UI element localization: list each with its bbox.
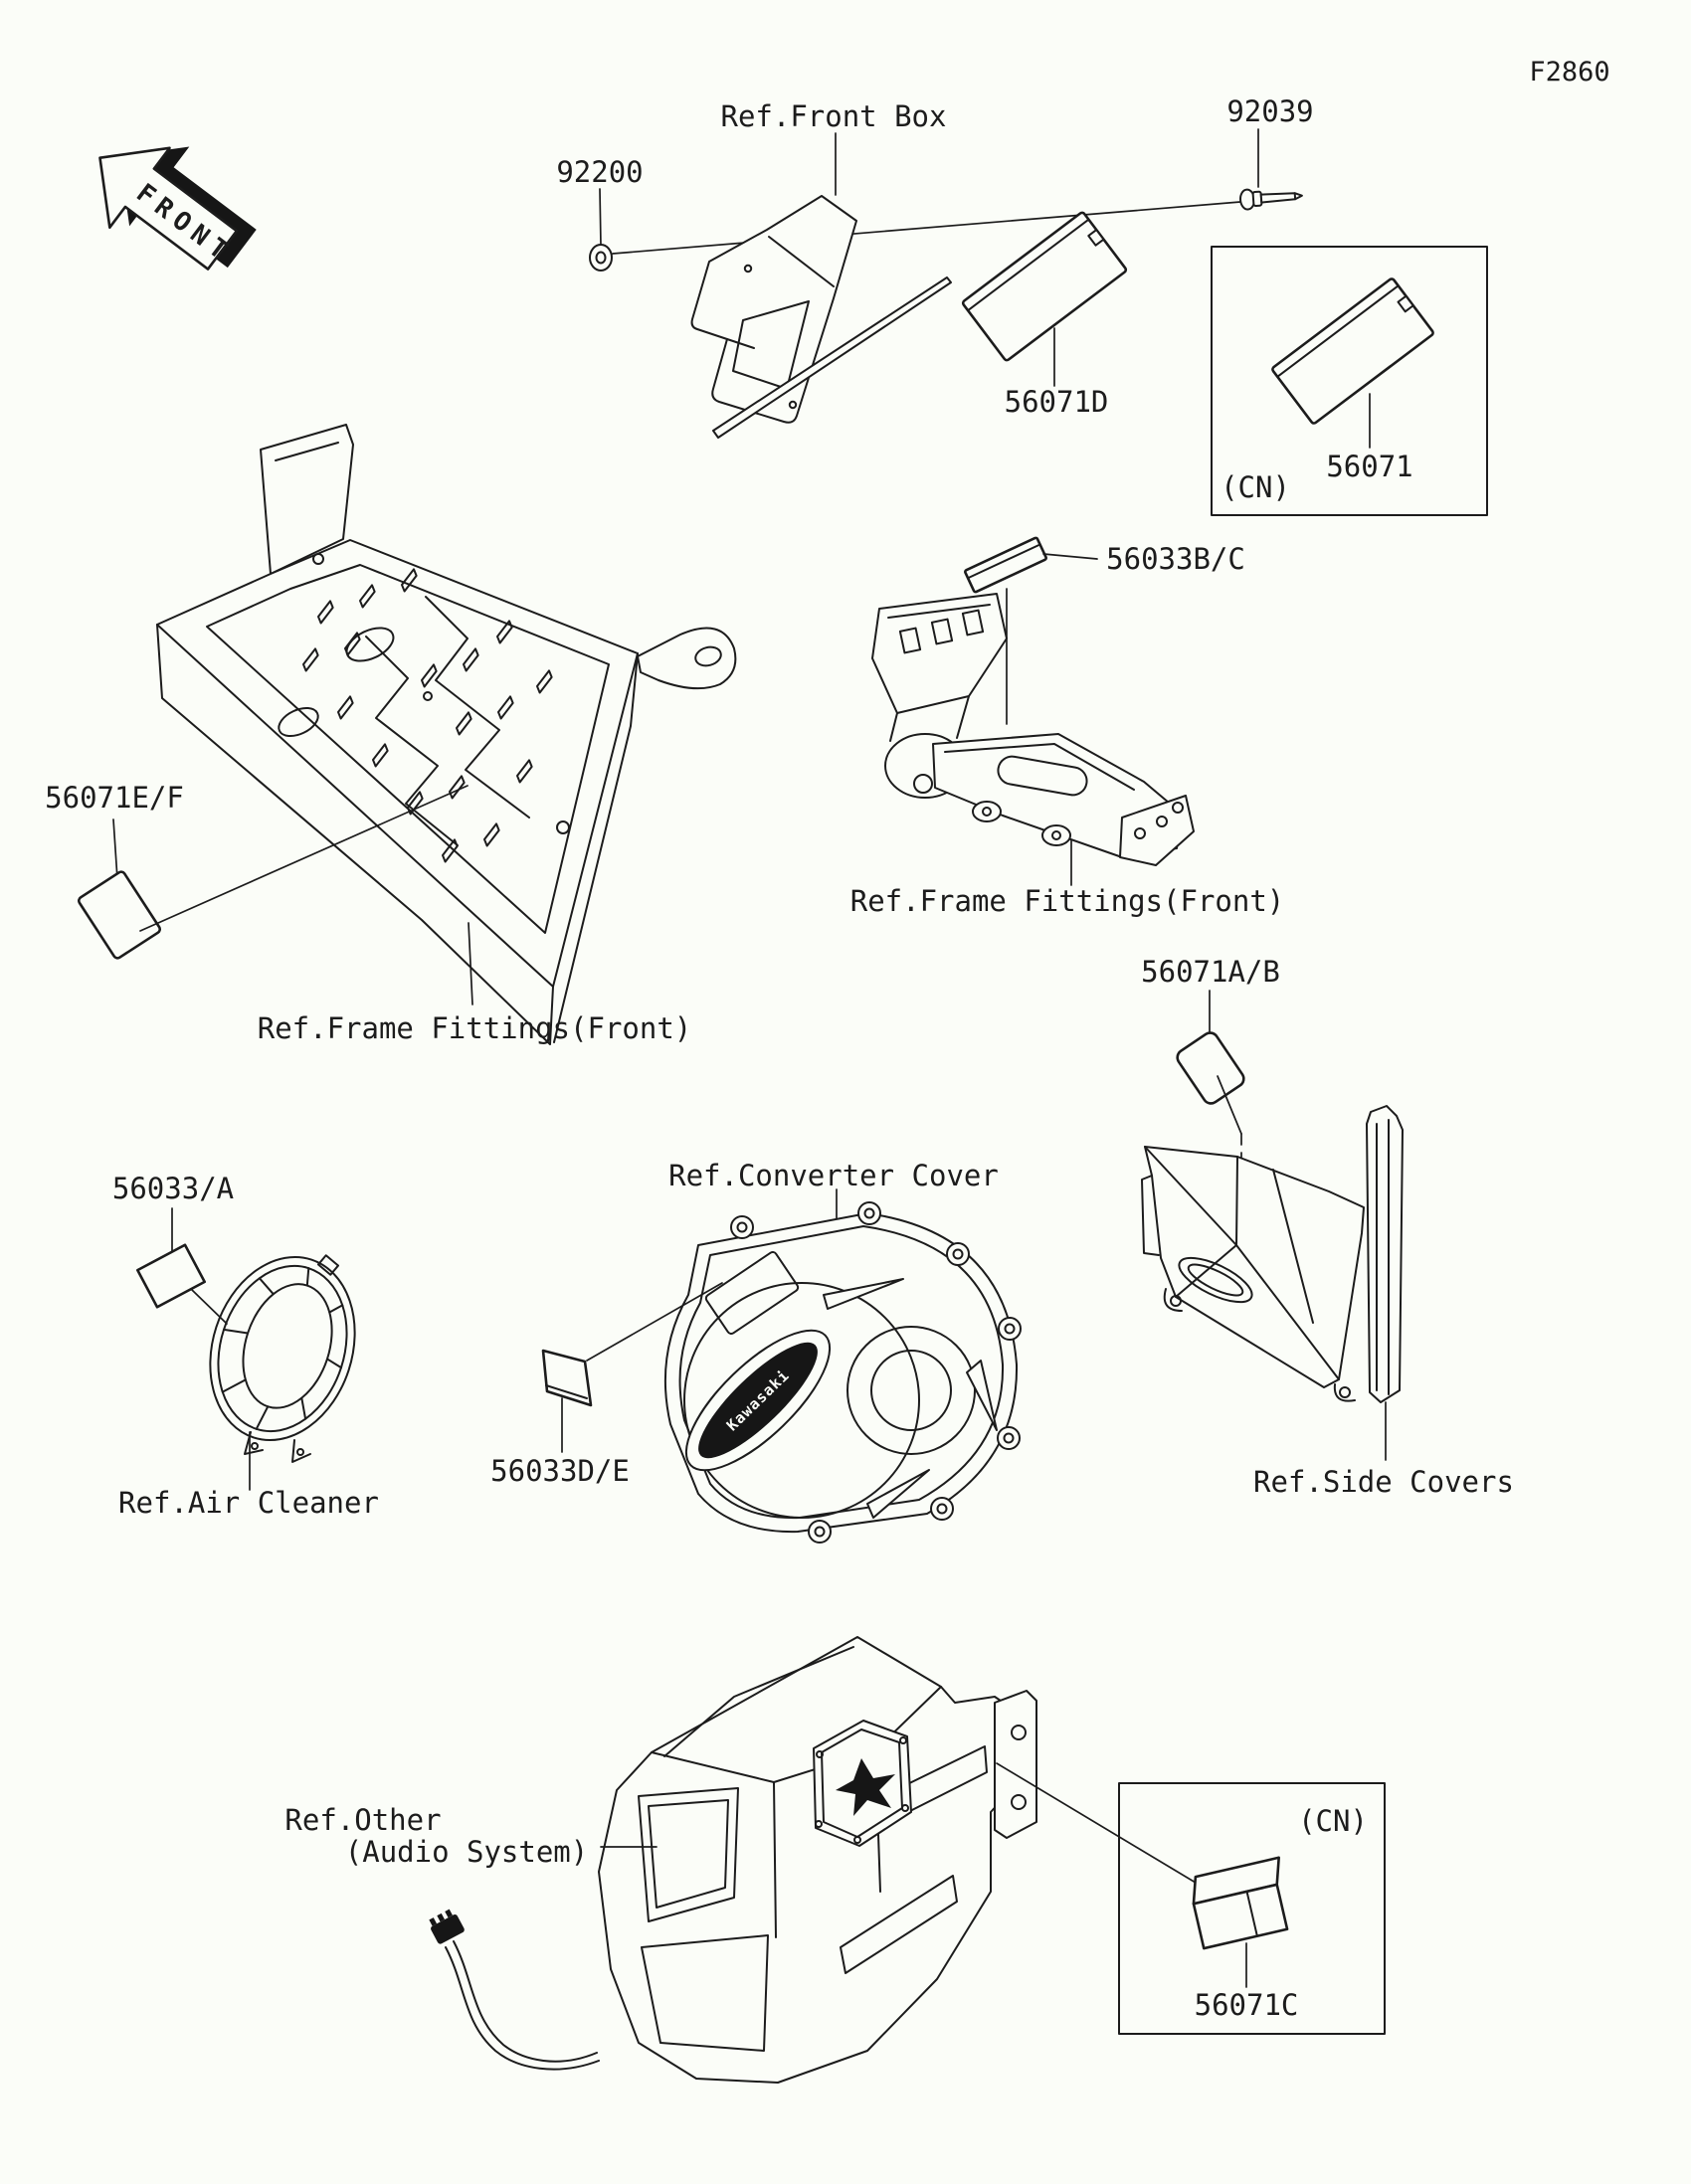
- callout-ref-front-box: Ref.Front Box: [720, 99, 947, 133]
- callout-56033BC: 56033B/C: [1106, 542, 1245, 576]
- callout-56071EF: 56071E/F: [45, 781, 184, 815]
- front-box-part: [692, 133, 951, 438]
- washer-92200-icon: [590, 189, 612, 271]
- frame-fitting-tray-part: [157, 425, 735, 1044]
- callout-ref-other-line2: (Audio System): [344, 1835, 589, 1869]
- decal-56033A: [137, 1208, 227, 1324]
- callout-ref-converter-cover: Ref.Converter Cover: [668, 1159, 999, 1192]
- callout-cn-bottom: (CN): [1298, 1804, 1368, 1838]
- figure-code: F2860: [1529, 57, 1610, 88]
- decal-56071: [1271, 277, 1434, 424]
- side-cover-part: [1142, 1106, 1403, 1460]
- callout-92200: 92200: [556, 155, 644, 189]
- rivet-92039-icon: [1239, 186, 1302, 210]
- audio-cable: [427, 1908, 599, 2070]
- callout-ref-frame-right: Ref.Frame Fittings(Front): [849, 884, 1285, 918]
- front-arrow-label: FRONT: [130, 178, 239, 271]
- callout-56033DE: 56033D/E: [490, 1454, 630, 1488]
- front-direction-arrow: [70, 107, 272, 298]
- callout-92039: 92039: [1226, 94, 1314, 128]
- callout-cn-top: (CN): [1221, 470, 1290, 504]
- callout-ref-other-line1: Ref.Other: [284, 1803, 442, 1837]
- callout-56071D: 56071D: [1004, 385, 1109, 419]
- callout-ref-frame-left: Ref.Frame Fittings(Front): [257, 1011, 692, 1045]
- frame-fitting-right-part: [872, 594, 1194, 885]
- callout-56033A: 56033/A: [111, 1172, 235, 1205]
- kawasaki-badge-label: Kawasaki: [722, 1365, 794, 1435]
- callout-ref-air-cleaner: Ref.Air Cleaner: [118, 1486, 379, 1520]
- callout-56071AB: 56071A/B: [1141, 955, 1280, 989]
- decal-56071D: [962, 212, 1127, 386]
- callout-56071C: 56071C: [1194, 1988, 1299, 2022]
- callout-ref-side-covers: Ref.Side Covers: [1253, 1465, 1514, 1499]
- fastener-axis-line: [613, 202, 1240, 254]
- decal-56071C: [1188, 1858, 1295, 1948]
- converter-cover-part: [665, 1189, 1021, 1543]
- callout-56071: 56071: [1326, 450, 1413, 483]
- air-cleaner-part: [187, 1238, 377, 1490]
